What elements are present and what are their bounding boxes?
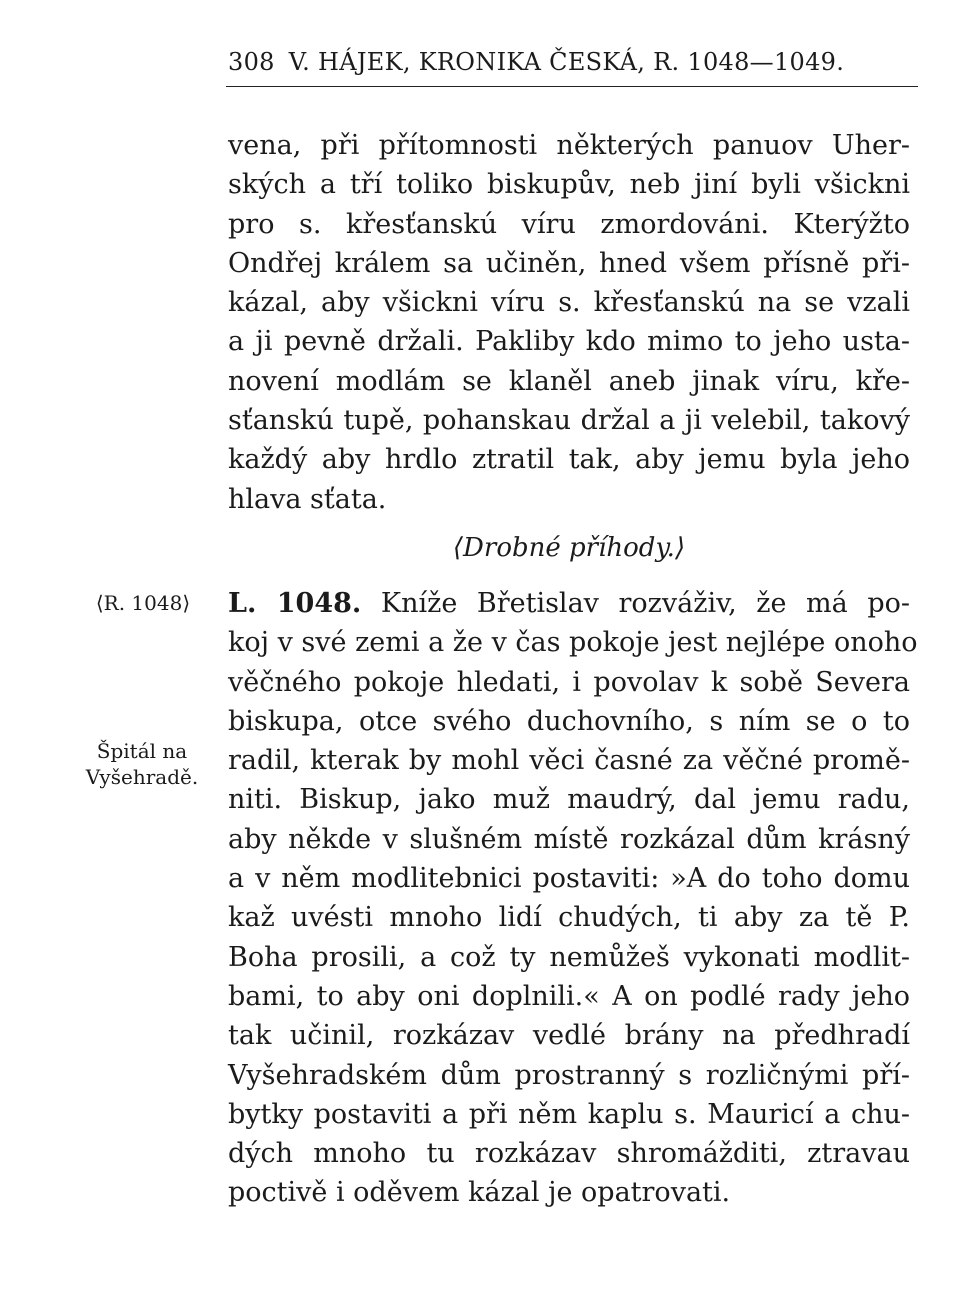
text-line: Ondřej králem sa učiněn, hned všem přísně při- <box>228 247 910 279</box>
text-line: tak učinil, rozkázav vedlé brány na předhradí <box>228 1020 910 1052</box>
year-lead: L. 1048. <box>228 588 362 619</box>
text-line: aby někde v slušném místě rozkázal dům krásný <box>228 823 910 855</box>
text-line: vena, při přítomnosti některých panuov Uher- <box>228 130 910 161</box>
text-line: Boha prosili, a což ty nemůžeš vykonati modlit- <box>228 941 910 973</box>
header-rule <box>226 86 918 87</box>
text-line: a v něm modlitebnici postaviti: »A do toho domu <box>228 863 910 895</box>
first-line-rest: Kníže Břetislav rozváživ, že má po- <box>361 588 910 619</box>
text-line: pro s. křesťanskú víru zmordováni. Kterýžto <box>228 208 910 240</box>
text-line: novení modlám se klaněl aneb jinak víru, kře- <box>228 365 910 397</box>
running-head <box>228 48 918 90</box>
text-line-first <box>228 584 910 623</box>
text-line: poctivě i oděvem kázal je opatrovati. <box>228 1177 731 1209</box>
paragraph-2 <box>228 584 918 1213</box>
text-line: kaž uvésti mnoho lidí chudých, ti aby za tě P. <box>228 902 910 934</box>
paragraph-1 <box>228 126 910 519</box>
text-line: radil, kterak by mohl věci časné za věčné promě- <box>228 745 910 777</box>
text-line: sťanskú tupě, pohanskau držal a ji velebil, takový <box>228 405 910 437</box>
text-line: dých mnoho tu rozkázav shromážditi, ztravau <box>228 1138 910 1170</box>
page-number: 308 <box>228 48 275 76</box>
text-line: koj v své zemi a že v čas pokoje jest nejlépe onoho <box>228 627 918 659</box>
text-line: a ji pevně držali. Pakliby kdo mimo to jeho usta- <box>228 326 910 358</box>
text-line: niti. Biskup, jako muž maudrý, dal jemu radu, <box>228 784 910 816</box>
section-subheading: ⟨Drobné příhody.⟩ <box>452 533 686 563</box>
text-line: kázal, aby všickni víru s. křesťanskú na se vzali <box>228 287 910 319</box>
margin-note-year: ⟨R. 1048⟩ <box>95 591 191 615</box>
text-line: každý aby hrdlo ztratil tak, aby jemu byla jeho <box>228 444 910 476</box>
margin-note-spital <box>72 738 212 790</box>
running-head-title: V. HÁJEK, KRONIKA ČESKÁ, R. 1048—1049. <box>288 48 845 76</box>
text-line: hlava sťata. <box>228 483 387 515</box>
margin-note-line: Špitál na <box>96 739 188 763</box>
text-line: věčného pokoje hledati, i povolav k sobě Severa <box>228 666 910 698</box>
margin-note-line: Vyšehradě. <box>85 765 199 789</box>
text-line: bami, to aby oni doplnili.« A on podlé rady jeho <box>228 980 910 1012</box>
text-line: Vyšehradském dům prostranný s rozličnými pří- <box>228 1059 910 1091</box>
text-line: biskupa, otce svého duchovního, s ním se o to <box>228 705 910 737</box>
text-line: bytky postaviti a při něm kaplu s. Mauricí a chu- <box>228 1098 910 1130</box>
text-line: ských a tří toliko biskupův, neb jiní byli všickni <box>228 169 910 201</box>
